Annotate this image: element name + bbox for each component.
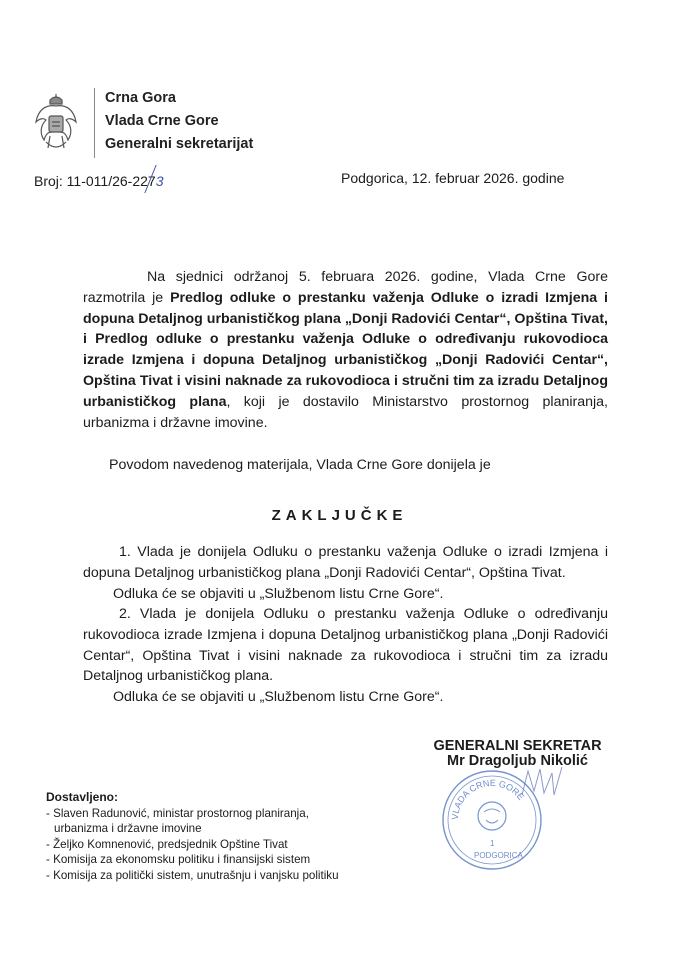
organization-name [105, 88, 253, 154]
conclusions-heading: ZAKLJUČKE [271, 507, 408, 524]
distribution-item: - Komisija za politički sistem, unutrašnju i vanjsku politiku [46, 868, 339, 882]
conclusion-item-2 [83, 604, 608, 708]
distribution-list [46, 790, 339, 883]
place-date: Podgorica, 12. februar 2026. godine [341, 170, 565, 186]
distribution-label: Dostavljeno: [46, 790, 119, 804]
country-name: Crna Gora [105, 90, 176, 106]
letterhead [32, 88, 253, 158]
intro-paragraph [83, 267, 608, 433]
conclusion-text: 2. Vlada je donijela Odluku o prestanku važenja Odluke o određivanju rukovodioca izrade Izmjena i dopuna Detaljnog urbanističkog plana „Donji Radovići Centar“, Opština Tivat i visini naknade za rukovodioca i stručni tim za izradu Detaljnog urbanističkog plana. [83, 606, 608, 685]
conclusion-note: Odluka će se objaviti u „Službenom listu Crne Gore“. [113, 689, 444, 706]
distribution-item: - Komisija za ekonomsku politiku i finansijski sistem [46, 853, 311, 866]
svg-text:PODGORICA: PODGORICA [474, 851, 523, 860]
coat-of-arms-icon [32, 92, 80, 154]
intro-text-end: , koji je dostavilo Ministarstvo prostornog planiranja, urbanizma i državne imovine. [83, 393, 608, 431]
signatory-name: Mr Dragoljub Nikolić [447, 753, 588, 769]
svg-text:VLADA CRNE GORE: VLADA CRNE GORE [449, 777, 527, 821]
distribution-item: - Slaven Radunović, ministar prostornog planiranja, [46, 806, 309, 820]
handwritten-signature-icon [520, 765, 580, 805]
department-name: Generalni sekretarijat [105, 136, 254, 152]
lead-paragraph: Povodom navedenog materijala, Vlada Crne Gore donijela je [109, 457, 491, 473]
conclusion-note: Odluka će se objaviti u „Službenom listu Crne Gore“. [113, 585, 444, 602]
government-name: Vlada Crne Gore [105, 113, 219, 129]
reference-number [34, 173, 163, 189]
header-divider [94, 88, 95, 158]
conclusion-text: 1. Vlada je donijela Odluku o prestanku važenja Odluke o izradi Izmjena i dopuna Detaljnog urbanističkog plana „Donji Radovići Centar“, Opština Tivat. [83, 544, 608, 581]
signature-block [415, 738, 620, 769]
signatory-title: GENERALNI SEKRETAR [433, 738, 602, 754]
intro-bold-subject: Predlog odluke o prestanku važenja Odluke o izradi Izmjena i dopuna Detaljnog urbanističkog plana „Donji Radovići Centar“, Opština Tivat, i Predlog odluke o prestanku važenja Odluke o određivanju rukovodioca izrade Izmjena i dopuna Detaljnog urbanističkog „Donji Radovići Centar“, Opština Tivat i visini naknade za rukovodioca i stručni tim za izradu Detaljnog urbanističkog plana [83, 289, 608, 410]
conclusion-item-1 [83, 542, 608, 604]
distribution-item: urbanizma i državne imovine [54, 822, 202, 835]
intro-text: Na sjednici održanoj 5. februara 2026. godine, Vlada Crne Gore razmotrila je [83, 269, 608, 306]
handwritten-suffix: 3 [156, 173, 164, 189]
svg-text:1: 1 [490, 839, 495, 848]
reference-label: Broj: 11-011/26-227 [34, 173, 156, 189]
distribution-item: - Željko Komnenović, predsjednik Opštine Tivat [46, 837, 288, 851]
